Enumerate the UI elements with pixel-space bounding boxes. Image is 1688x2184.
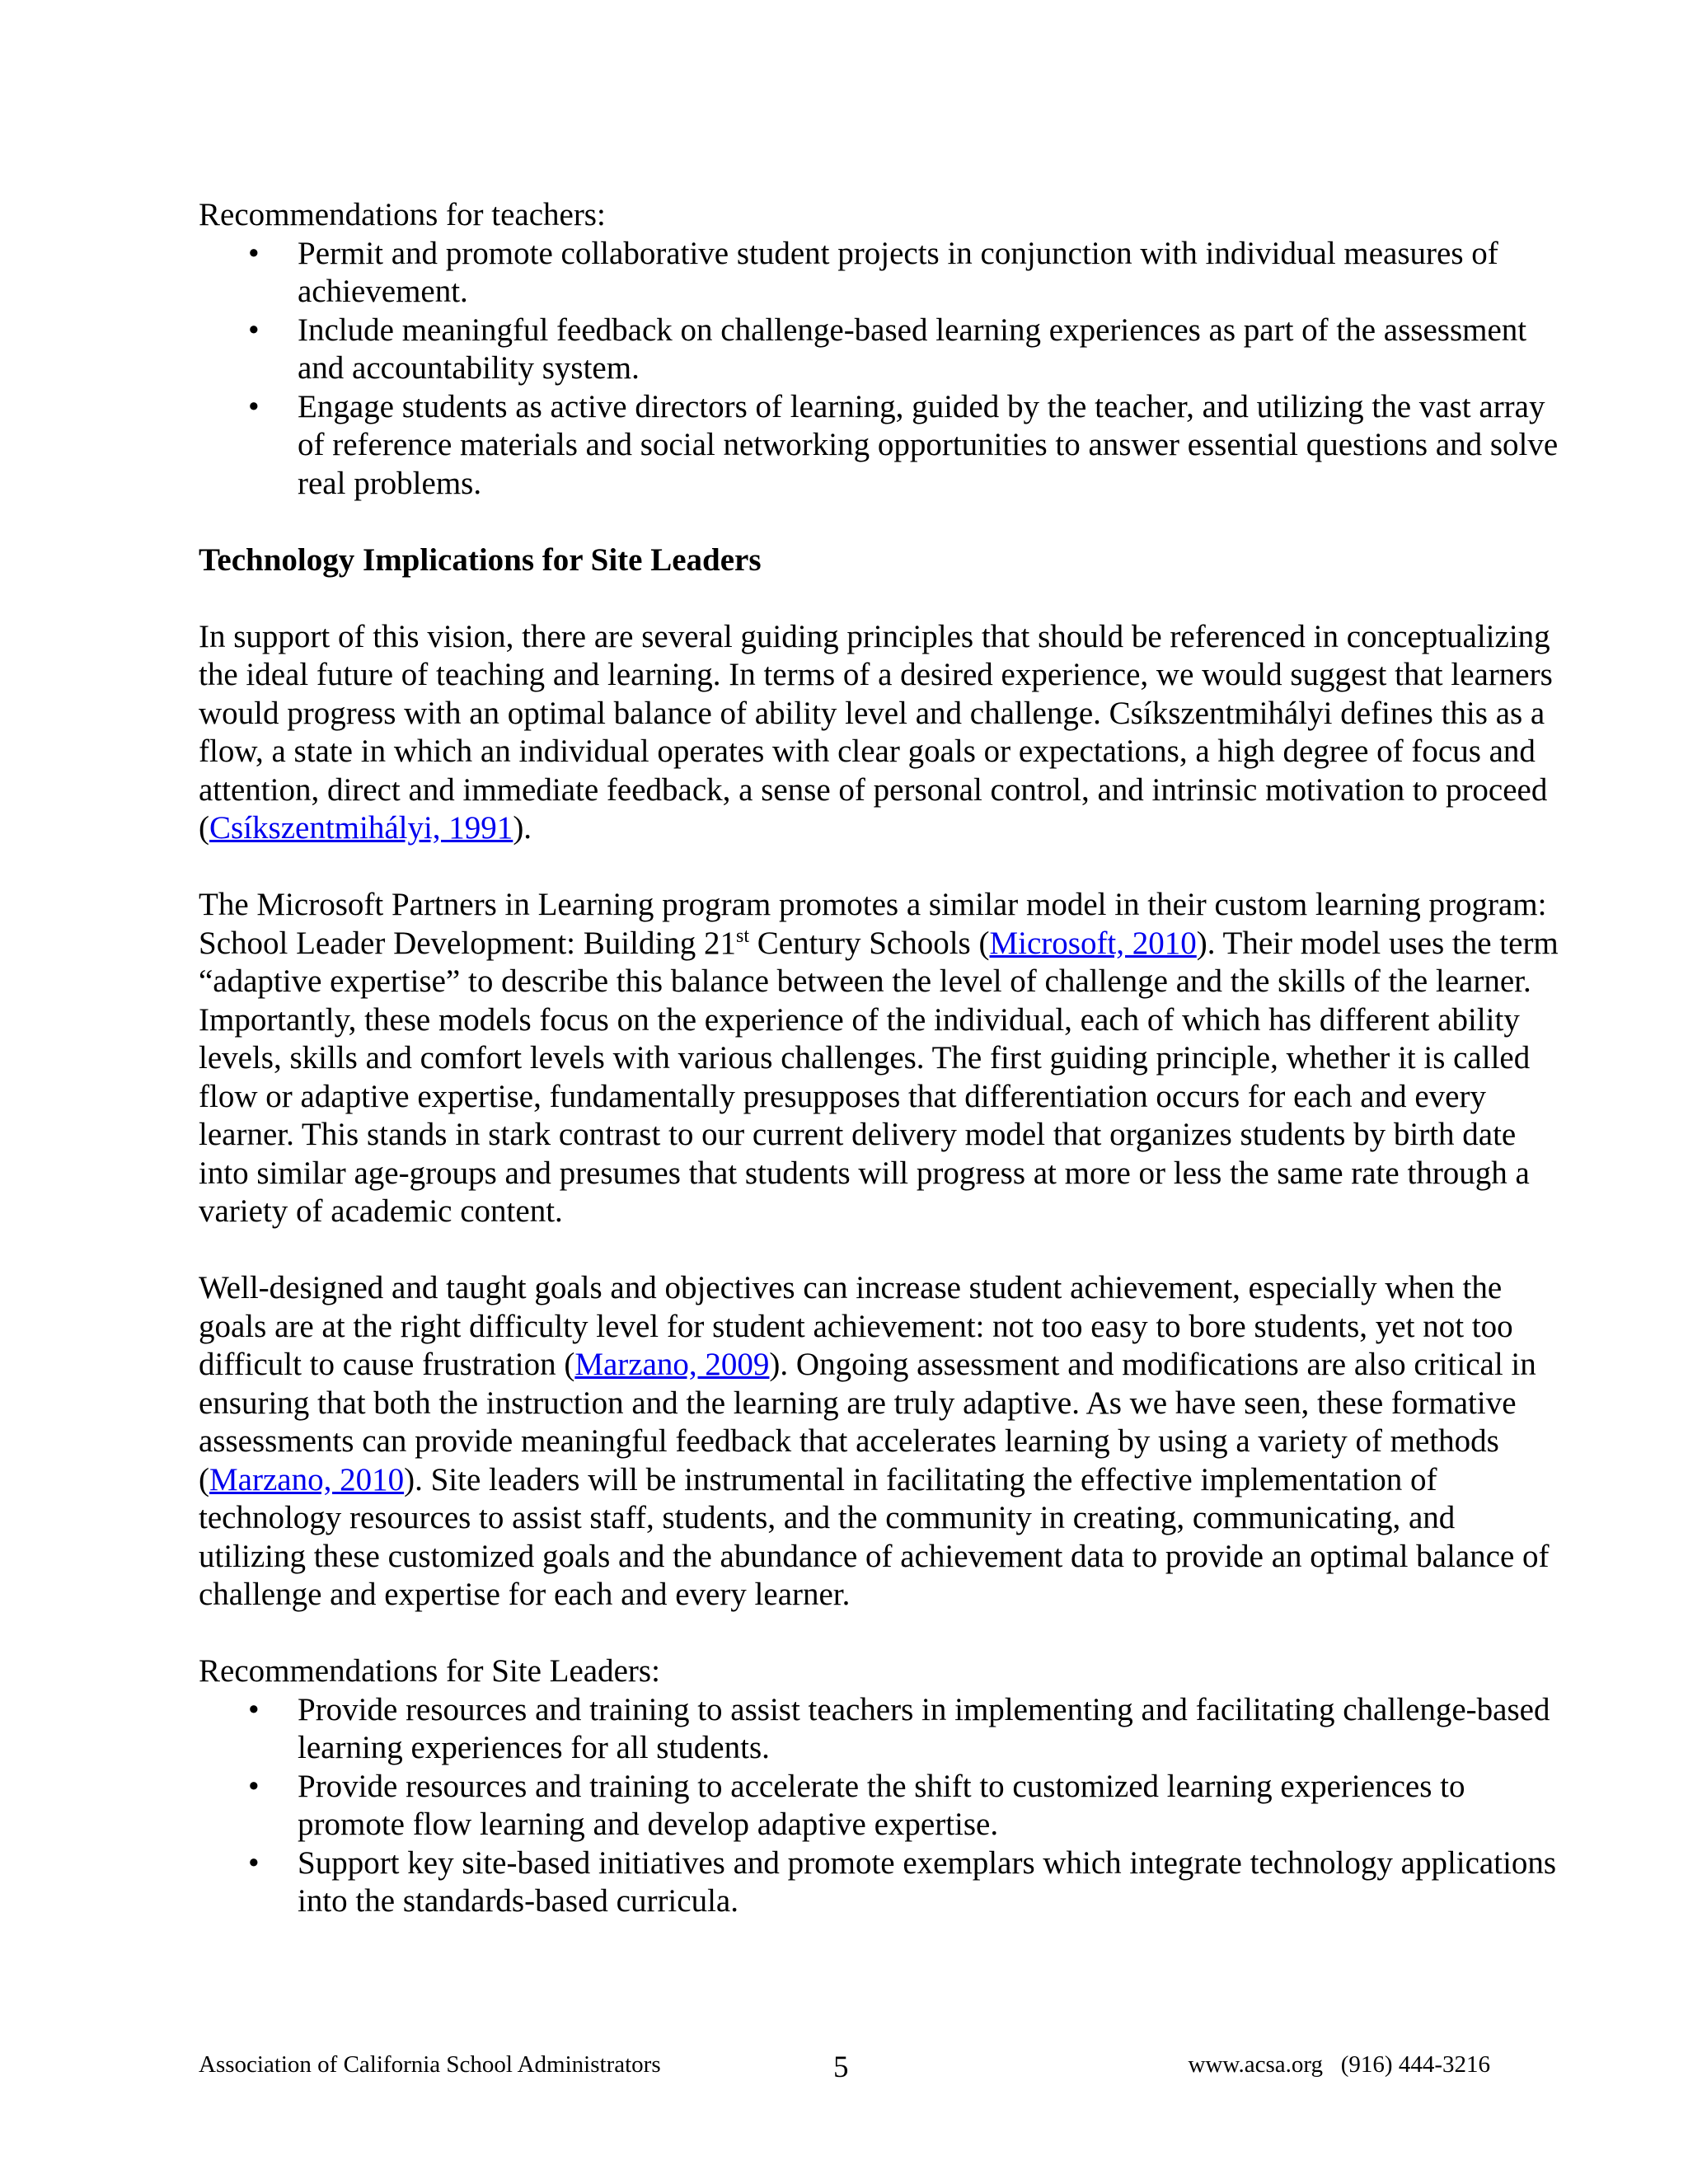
list-item: • Include meaningful feedback on challenge-based learning experiences as part of the assessment and accountability system. bbox=[199, 312, 1567, 388]
teachers-recommendations-list bbox=[199, 235, 1567, 504]
list-item: • Provide resources and training to assist teachers in implementing and facilitating challenge-based learning experiences for all students. bbox=[199, 1691, 1567, 1768]
paragraph-microsoft: The Microsoft Partners in Learning program promotes a similar model in their custom learning program: School Leader Development: Building 21st Century Schools (Microsoft, 2010). Their model uses the term “adaptive expertise” to describe this balance between the level of challenge and the skills of the learner. Importantly, these models focus on the experience of the individual, each of which has different ability levels, skills and comfort levels with various challenges. The first guiding principle, whether it is called flow or adaptive expertise, fundamentally presupposes that differentiation occurs for each and every learner. This stands in stark contrast to our current delivery model that organizes students by birth date into similar age-groups and presumes that students will progress at more or less the same rate through a variety of academic content. bbox=[199, 887, 1559, 1229]
leaders-recommendations-list bbox=[199, 1691, 1567, 1921]
citation-link-marzano-2009[interactable]: Marzano, 2009 bbox=[574, 1347, 770, 1382]
footer-organization: Association of California School Administrators bbox=[199, 2051, 661, 2078]
citation-link-microsoft[interactable]: Microsoft, 2010 bbox=[989, 925, 1197, 961]
leaders-recommendations-heading: Recommendations for Site Leaders: bbox=[199, 1653, 660, 1689]
paragraph-flow: In support of this vision, there are several guiding principles that should be referenced in conceptualizing the ideal future of teaching and learning. In terms of a desired experience, we would suggest that learners would progress with an optimal balance of ability level and challenge. Csíkszentmihályi defines this as a flow, a state in which an individual operates with clear goals or expectations, a high degree of focus and attention, direct and immediate feedback, a sense of personal control, and intrinsic motivation to proceed (Csíkszentmihályi, 1991). bbox=[199, 618, 1553, 846]
list-item: • Support key site-based initiatives and promote exemplars which integrate technology applications into the standards-based curricula. bbox=[199, 1844, 1567, 1921]
superscript: st bbox=[736, 925, 750, 947]
list-item: • Permit and promote collaborative student projects in conjunction with individual measures of achievement. bbox=[199, 235, 1567, 312]
footer-contact: www.acsa.org (916) 444-3216 bbox=[1188, 2051, 1490, 2078]
paragraph-goals: Well-designed and taught goals and objectives can increase student achievement, especially when the goals are at the right difficulty level for student achievement: not too easy to bore students, yet not too difficult to cause frustration (Marzano, 2009). Ongoing assessment and modifications are also critical in ensuring that both the instruction and the learning are truly adaptive. As we have seen, these formative assessments can provide meaningful feedback that accelerates learning by using a variety of methods (Marzano, 2010). Site leaders will be instrumental in facilitating the effective implementation of technology resources to assist staff, students, and the community in creating, communicating, and utilizing these customized goals and the abundance of achievement data to provide an optimal balance of challenge and expertise for each and every learner. bbox=[199, 1270, 1550, 1612]
list-item: • Engage students as active directors of learning, guided by the teacher, and utilizing the vast array of reference materials and social networking opportunities to answer essential questions and solve real problems. bbox=[199, 388, 1567, 504]
teachers-recommendations-heading: Recommendations for teachers: bbox=[199, 197, 606, 232]
page-number: 5 bbox=[833, 2050, 849, 2084]
citation-link-marzano-2010[interactable]: Marzano, 2010 bbox=[209, 1461, 405, 1497]
list-item: • Provide resources and training to accelerate the shift to customized learning experiences to promote flow learning and develop adaptive expertise. bbox=[199, 1768, 1567, 1844]
citation-link-csikszentmihalyi[interactable]: Csíkszentmihályi, 1991 bbox=[209, 810, 513, 846]
section-title: Technology Implications for Site Leaders bbox=[199, 541, 762, 578]
document-body bbox=[199, 196, 1567, 1921]
